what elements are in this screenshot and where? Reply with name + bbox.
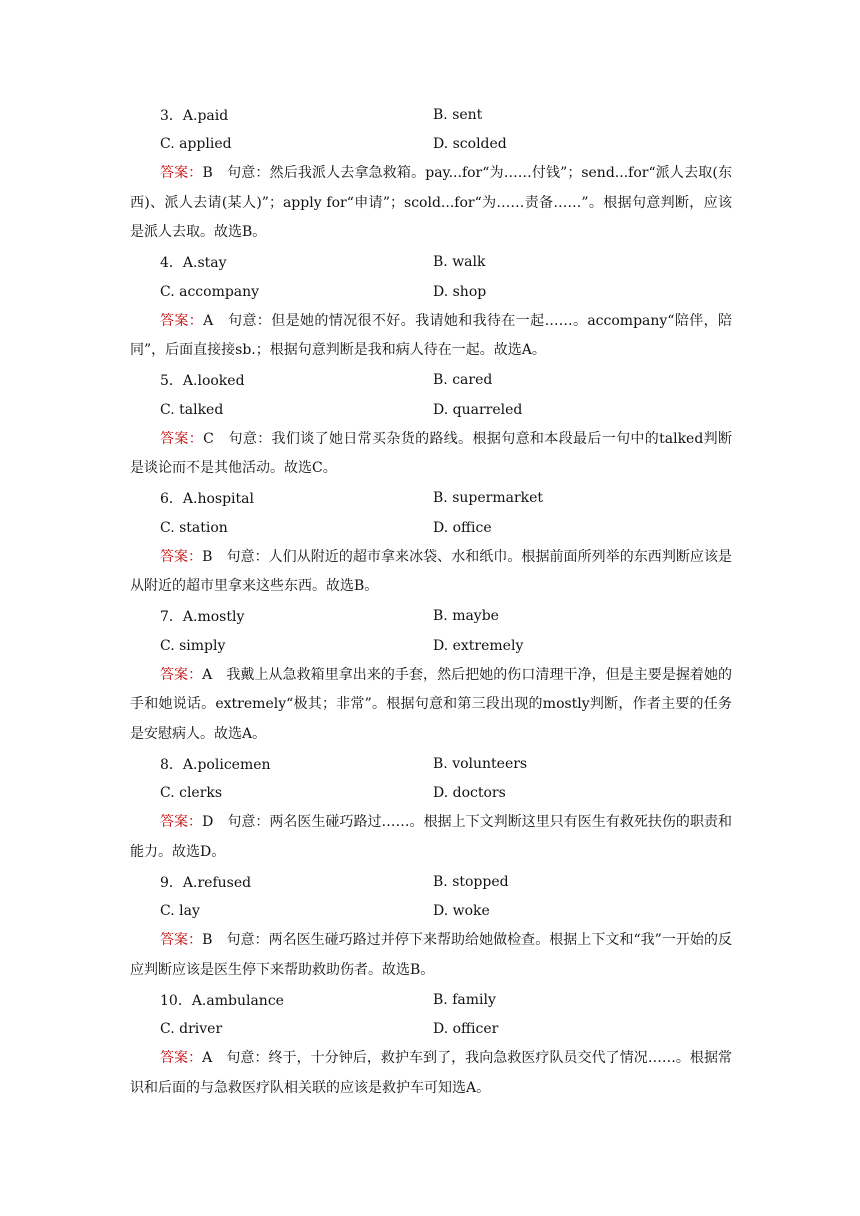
- answer-paragraph: [130, 159, 732, 248]
- option-row: [130, 867, 732, 897]
- option-d: D. scolded: [433, 136, 507, 153]
- option-d: D. shop: [433, 283, 487, 300]
- option-b: B. family: [433, 991, 496, 1008]
- option-row: [130, 277, 732, 307]
- option-row: [130, 513, 732, 543]
- option-a: 10．A.ambulance: [160, 992, 284, 1009]
- option-c: C. simply: [160, 637, 226, 654]
- option-row: [130, 897, 732, 927]
- question-list: [130, 100, 732, 1103]
- option-d: D. woke: [433, 903, 490, 920]
- answer-text: B 句意：人们从附近的超市拿来冰袋、水和纸巾。根据前面所列举的东西判断应该是从附近的超市里拿来这些东西。故选B。: [130, 548, 733, 594]
- option-row: [130, 779, 732, 809]
- question-9: [130, 867, 732, 985]
- option-row: [130, 602, 732, 632]
- option-b: B. volunteers: [433, 755, 528, 772]
- answer-text: A 句意：但是她的情况很不好。我请她和我待在一起……。accompany“陪伴，陪同”，后面直接接sb.；根据句意判断是我和病人待在一起。故选A。: [130, 312, 733, 358]
- option-c: C. station: [160, 519, 228, 536]
- question-5: [130, 366, 732, 484]
- option-row: [130, 130, 732, 160]
- answer-text: B 句意：然后我派人去拿急救箱。pay...for“为……付钱”；send...for“派人去取(东西)、派人去请(某人)”；apply for“申请”；scold...for“为……责备……”。根据句意判断，应该是派人去取。故选B。: [130, 165, 732, 240]
- answer-label: 答案：: [160, 1050, 203, 1066]
- answer-label: 答案：: [160, 548, 203, 565]
- option-d: D. quarreled: [433, 401, 523, 418]
- answer-label: 答案：: [160, 932, 203, 948]
- question-10: [130, 985, 732, 1103]
- option-row: [130, 749, 732, 779]
- option-b: B. supermarket: [433, 490, 544, 507]
- question-3: [130, 100, 732, 248]
- answer-label: 答案：: [160, 814, 203, 830]
- question-4: [130, 248, 732, 366]
- option-row: [130, 1015, 732, 1045]
- option-d: D. office: [433, 519, 492, 536]
- answer-paragraph: [130, 307, 732, 366]
- answer-paragraph: [130, 543, 732, 602]
- answer-label: 答案：: [160, 430, 204, 447]
- option-row: [130, 366, 732, 396]
- option-a: 6．A.hospital: [160, 491, 254, 508]
- option-b: B. maybe: [433, 608, 499, 625]
- answer-text: D 句意：两名医生碰巧路过……。根据上下文判断这里只有医生有救死扶伤的职责和能力。故选D。: [130, 814, 732, 860]
- answer-text: A 我戴上从急救箱里拿出来的手套，然后把她的伤口清理干净，但是主要是握着她的手和她说话。extremely“极其；非常”。根据句意和第三段出现的mostly判断，作者主要的任务是安慰病人。故选A。: [130, 666, 733, 742]
- option-d: D. extremely: [433, 637, 524, 654]
- option-c: C. clerks: [160, 785, 223, 802]
- option-row: [130, 100, 732, 130]
- answer-paragraph: [130, 1044, 732, 1103]
- answer-paragraph: [130, 926, 732, 985]
- option-c: C. lay: [160, 903, 200, 920]
- option-c: C. driver: [160, 1021, 223, 1038]
- option-a: 7．A.mostly: [160, 609, 245, 626]
- answer-paragraph: [130, 661, 732, 750]
- question-8: [130, 749, 732, 867]
- option-row: [130, 484, 732, 514]
- option-d: D. officer: [433, 1021, 499, 1038]
- answer-paragraph: [130, 808, 732, 867]
- answer-text: B 句意：两名医生碰巧路过并停下来帮助给她做检查。根据上下文和“我”一开始的反应判断应该是医生停下来帮助救助伤者。故选B。: [130, 932, 732, 978]
- option-a: 3．A.paid: [160, 107, 229, 124]
- question-6: [130, 484, 732, 602]
- option-d: D. doctors: [433, 785, 506, 802]
- option-c: C. accompany: [160, 283, 260, 300]
- option-b: B. cared: [433, 372, 493, 389]
- option-row: [130, 395, 732, 425]
- answer-text: C 句意：我们谈了她日常买杂货的路线。根据句意和本段最后一句中的talked判断是谈论而不是其他活动。故选C。: [130, 430, 733, 476]
- option-a: 8．A.policemen: [160, 756, 271, 773]
- option-b: B. walk: [433, 254, 486, 271]
- option-a: 5．A.looked: [160, 373, 245, 390]
- option-b: B. sent: [433, 106, 483, 123]
- answer-label: 答案：: [160, 312, 204, 329]
- option-row: [130, 248, 732, 278]
- option-a: 4．A.stay: [160, 255, 227, 272]
- answer-label: 答案：: [160, 666, 203, 683]
- answer-label: 答案：: [160, 165, 203, 181]
- option-b: B. stopped: [433, 873, 509, 890]
- option-row: [130, 985, 732, 1015]
- option-c: C. talked: [160, 401, 224, 418]
- answer-paragraph: [130, 425, 732, 484]
- option-a: 9．A.refused: [160, 874, 252, 891]
- answer-text: A 句意：终于，十分钟后，救护车到了，我向急救医疗队员交代了情况……。根据常识和后面的与急救医疗队相关联的应该是救护车可知选A。: [130, 1050, 733, 1096]
- option-c: C. applied: [160, 136, 232, 153]
- option-row: [130, 631, 732, 661]
- question-7: [130, 602, 732, 750]
